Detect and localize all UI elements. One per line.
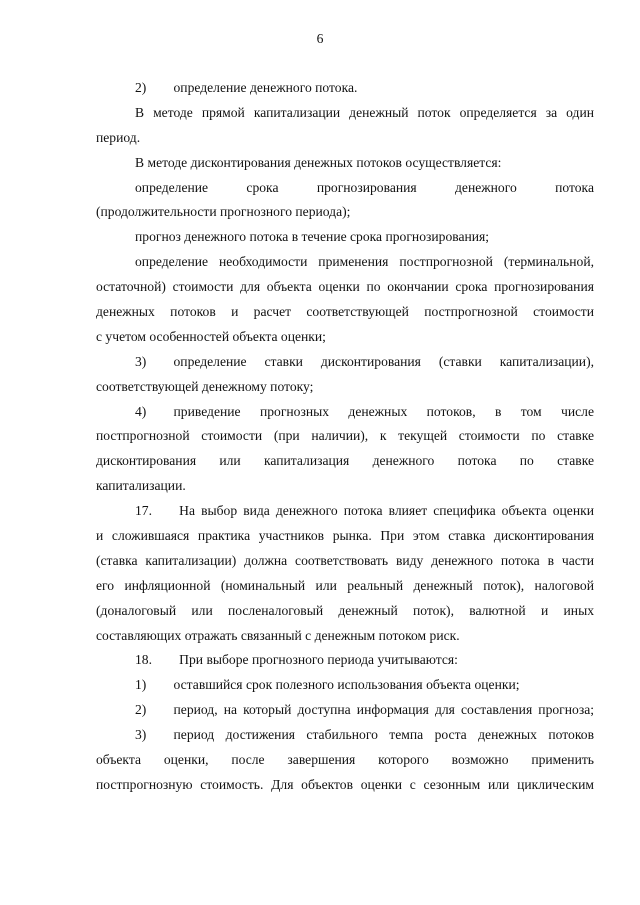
text-line: и сложившаяся практика участников рынка. При этом ставка дисконтирования [96,528,594,544]
text-line: объекта оценки, после завершения которого возможно применить [96,752,594,768]
text-line: 4) приведение прогнозных денежных потоков, в том числе [135,403,594,419]
text-line: 17. На выбор вида денежного потока влияет специфика объекта оценки [135,503,594,519]
text-line: его инфляционной (номинальный или реальный денежный поток), налоговой [96,577,594,593]
text-line: 3) период достижения стабильного темпа роста денежных потоков [135,727,594,743]
text-line: остаточной) стоимости для объекта оценки по окончании срока прогнозирования [96,279,594,295]
text-line: период. [96,129,141,145]
text-line: 3) определение ставки дисконтирования (ставки капитализации), [135,353,594,369]
text-line: соответствующей денежному потоку; [96,378,314,394]
text-line: дисконтирования или капитализация денежного потока по ставке [96,453,594,469]
text-line: капитализации. [96,478,186,494]
text-line: (доналоговый или посленалоговый денежный поток), валютной и иных [96,602,594,618]
text-line: постпрогнозной стоимости (при наличии), к текущей стоимости по ставке [96,428,594,444]
document-body [96,76,594,798]
text-line: 18. При выборе прогнозного периода учитываются: [135,652,458,668]
text-line: (продолжительности прогнозного периода); [96,204,351,220]
text-line: с учетом особенностей объекта оценки; [96,328,326,344]
text-line: определение срока прогнозирования денежного потока [135,179,594,195]
text-line: 2) период, на который доступна информация для составления прогноза; [135,702,594,718]
page-number: 6 [316,31,324,46]
text-line: прогноз денежного потока в течение срока прогнозирования; [135,229,490,245]
text-line: составляющих отражать связанный с денежным потоком риск. [96,627,460,643]
text-line: 1) оставшийся срок полезного использования объекта оценки; [135,677,520,693]
text-line: В методе прямой капитализации денежный поток определяется за один [135,104,594,120]
text-line: В методе дисконтирования денежных потоков осуществляется: [135,154,502,170]
text-line: денежных потоков и расчет соответствующей постпрогнозной стоимости [96,304,594,320]
text-line: 2) определение денежного потока. [135,80,358,95]
text-line: (ставка капитализации) должна соответствовать виду денежного потока в части [96,552,594,568]
text-line: постпрогнозную стоимость. Для объектов оценки с сезонным или циклическим [96,776,594,792]
text-line: определение необходимости применения постпрогнозной (терминальной, [135,254,594,270]
